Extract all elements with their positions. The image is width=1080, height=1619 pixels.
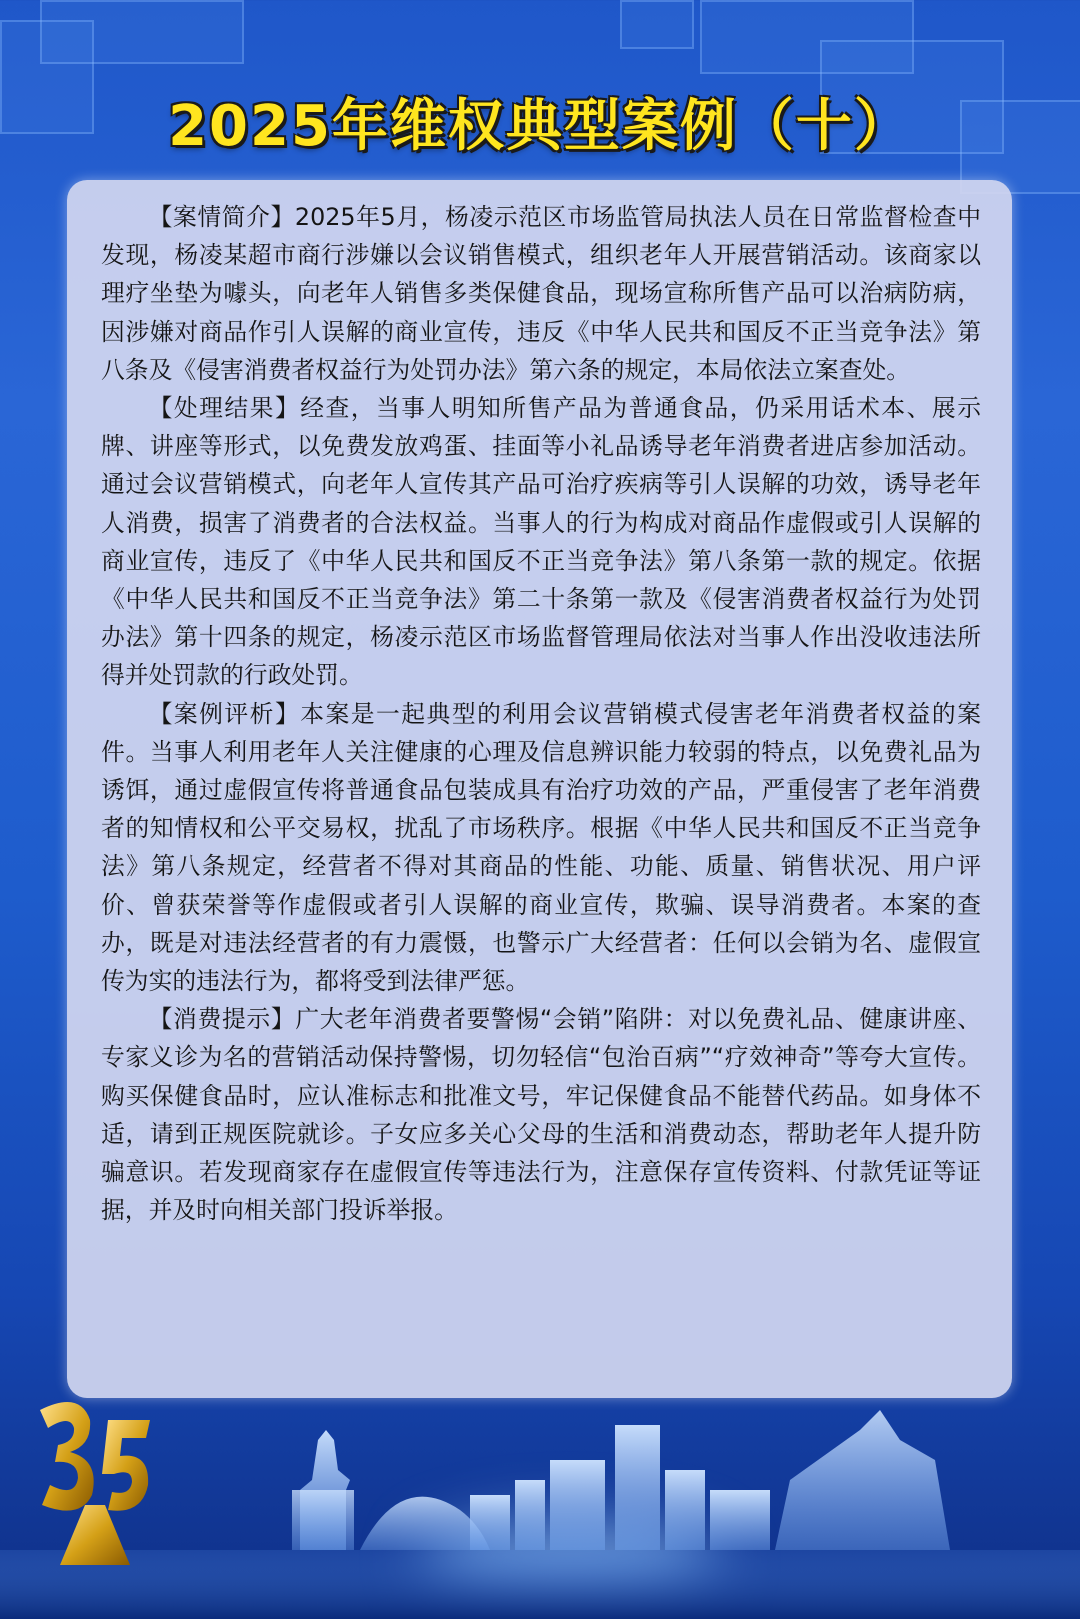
paragraph-consumer-tip: 【消费提示】广大老年消费者要警惕“会销”陷阱：对以免费礼品、健康讲座、专家义诊为名的营销活动保持警惕，切勿轻信“包治百病”“疗效神奇”等夸大宣传。购买保健食品时，应认准标志和批准文号，牢记保健食品不能替代药品。如身体不适，请到正规医院就诊。子女应多关心父母的生活和消费动态，帮助老年人提升防骗意识。若发现商家存在虚假宣传等违法行为，注意保存宣传资料、付款凭证等证据，并及时向相关部门投诉举报。 <box>101 1005 981 1225</box>
consumer-rights-logo <box>30 1390 160 1570</box>
paragraph-handling-result: 【处理结果】经查，当事人明知所售产品为普通食品，仍采用话术本、展示牌、讲座等形式，以免费发放鸡蛋、挂面等小礼品诱导老年消费者进店参加活动。通过会议营销模式，向老年人宣传其产品可治疗疾病等引人误解的功效，诱导老年人消费，损害了消费者的合法权益。当事人的行为构成对商品作虚假或引人误解的商业宣传，违反了《中华人民共和国反不正当竞争法》第八条第一款的规定。依据《中华人民共和国反不正当竞争法》第二十条第一款及《侵害消费者权益行为处罚办法》第十四条的规定，杨凌示范区市场监督管理局依法对当事人作出没收违法所得并处罚款的行政处罚。 <box>101 394 981 690</box>
paragraph-case-summary: 【案情简介】2025年5月，杨凌示范区市场监管局执法人员在日常监督检查中发现，杨凌某超市商行涉嫌以会议销售模式，组织老年人开展营销活动。该商家以理疗坐垫为噱头，向老年人销售多类保健食品，现场宣称所售产品可以治病防病，因涉嫌对商品作引人误解的商业宣传，违反《中华人民共和国反不正当竞争法》第八条及《侵害消费者权益行为处罚办法》第六条的规定，本局依法立案查处。 <box>101 203 981 384</box>
city-skyline-illustration <box>0 1400 1080 1619</box>
poster-title: 2025年维权典型案例（十） <box>168 94 912 159</box>
background-tech-square <box>40 0 244 64</box>
case-text <box>101 198 981 1229</box>
paragraph-case-analysis: 【案例评析】本案是一起典型的利用会议营销模式侵害老年消费者权益的案件。当事人利用老年人关注健康的心理及信息辨识能力较弱的特点，以免费礼品为诱饵，通过虚假宣传将普通食品包装成具有治疗功效的产品，严重侵害了老年消费者的知情权和公平交易权，扰乱了市场秩序。根据《中华人民共和国反不正当竞争法》第八条规定，经营者不得对其商品的性能、功能、质量、销售状况、用户评价、曾获荣誉等作虚假或者引人误解的商业宣传，欺骗、误导消费者。本案的查办，既是对违法经营者的有力震慑，也警示广大经营者：任何以会销为名、虚假宣传为实的违法行为，都将受到法律严惩。 <box>101 699 981 996</box>
background-tech-square <box>620 0 694 49</box>
